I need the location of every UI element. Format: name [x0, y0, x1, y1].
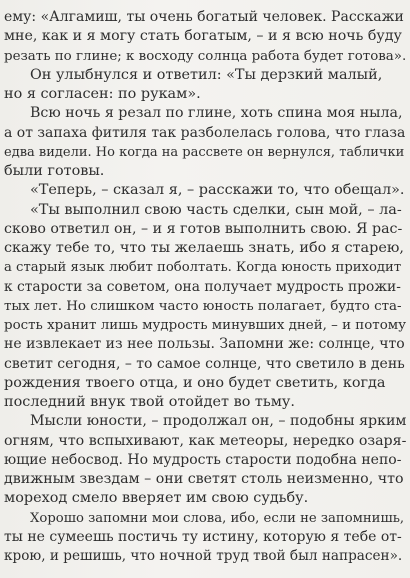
text-line: Хорошо запомни мои слова, ибо, если не запомнишь,	[30, 510, 405, 526]
text-line: тых лет. Но слишком часто юность полагает, будто ста-	[4, 298, 402, 314]
text-line: не извлекает из нее пользы. Запомни же: солнце, что	[4, 336, 405, 353]
text-line: Он улыбнулся и ответил: «Ты дерзкий малый,	[30, 66, 383, 83]
text-line: а старый язык любит поболтать. Когда юность приходит	[4, 260, 402, 276]
text-line: огням, что вспыхивают, как метеоры, нередко озаря-	[4, 432, 407, 449]
text-line: а от запаха фитиля так разболелась голова, что глаза	[4, 124, 406, 141]
text-line: ющие небосвод. Но мудрость старости подобна непо-	[4, 451, 402, 468]
text-line: рость хранит лишь мудрость минувших дней, – и потому	[4, 318, 407, 333]
text-line: но я согласен: по рукам».	[4, 86, 201, 102]
text-line: скажу тебе то, что ты желаешь знать, ибо я старею,	[4, 240, 404, 256]
text-line: движным звездам – они светят столь неизменно, что	[4, 471, 404, 487]
text-line: Мысли юности, – продолжал он, – подобны ярким	[30, 413, 407, 430]
text-line: мне, как и я могу стать богатым, – и я всю ночь буду	[4, 28, 402, 45]
text-line: Всю ночь я резал по глине, хоть спина моя ныла,	[30, 105, 403, 122]
text-line: ты не сумеешь постичь ту истину, которую я тебе от-	[4, 528, 402, 545]
text-line: крою, и решишь, что ночной труд твой был напрасен».	[4, 548, 403, 564]
text-line: сково ответил он, – и я готов выполнить свою. Я рас-	[4, 220, 403, 237]
text-line: «Теперь, – сказал я, – расскажи то, что обещал».	[30, 182, 405, 199]
text-line: «Ты выполнил свою часть сделки, сын мой, – ла-	[30, 201, 402, 218]
text-line: резать по глине; к восходу солнца работа будет готова».	[4, 48, 407, 64]
text-line: последний внук твой отойдет во тьму.	[4, 394, 295, 410]
text-line: рождения твоего отца, и оно будет светить, когда	[4, 374, 386, 391]
text-line: едва видели. Но когда на рассвете он вернулся, таблички	[4, 144, 405, 160]
text-line: были готовы.	[4, 163, 105, 179]
text-line: мореход смело вверяет им свою судьбу.	[4, 490, 309, 507]
text-line: светит сегодня, – то самое солнце, что светило в день	[4, 355, 405, 372]
text-line: ему: «Алгамиш, ты очень богатый человек. Расскажи	[4, 9, 404, 25]
text-line: к старости за советом, она получает мудрость прожи-	[4, 278, 401, 295]
